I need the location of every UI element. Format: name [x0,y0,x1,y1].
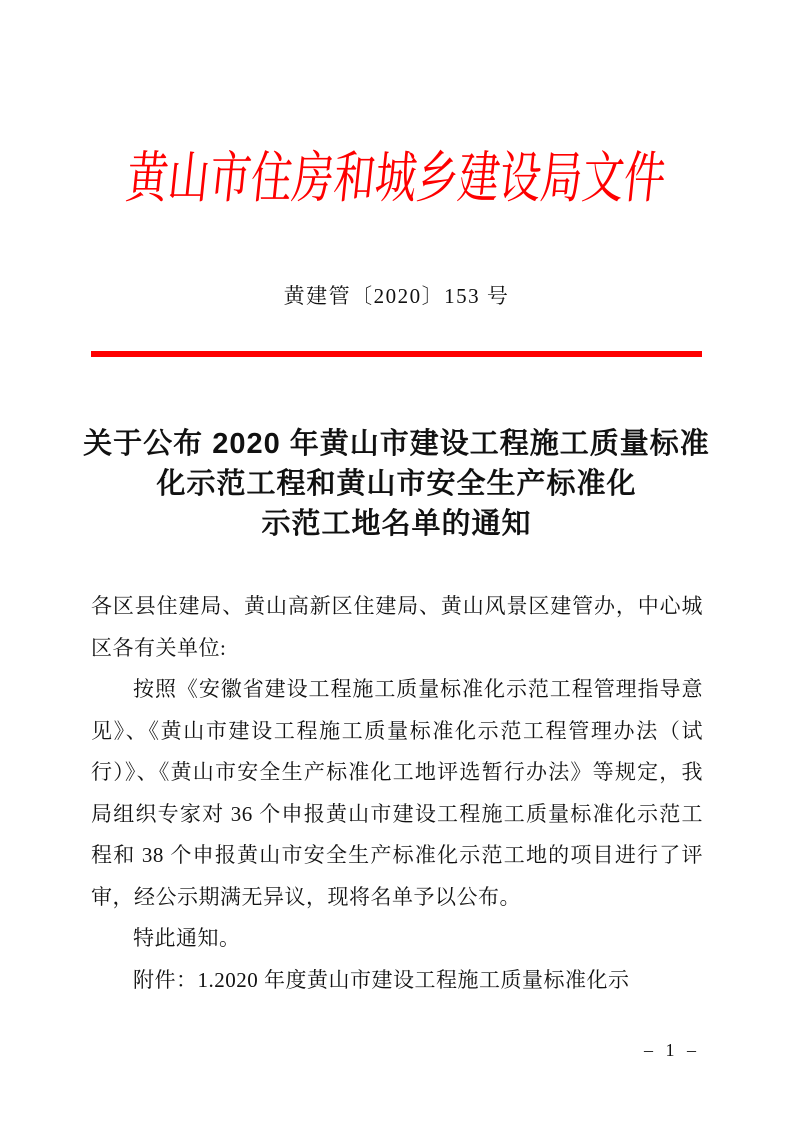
notice-title-line-3: 示范工地名单的通知 [261,508,532,540]
recipients-line: 各区县住建局、黄山高新区住建局、黄山风景区建管办，中心城区各有关单位: [91,594,703,660]
notice-title [60,424,733,544]
page-number: – 1 – [644,1040,700,1060]
hereby-notice-line: 特此通知。 [133,926,241,950]
notice-title-line-2: 化示范工程和黄山市安全生产标准化 [156,468,637,500]
document-number: 黄建管〔2020〕153 号 [283,284,510,308]
main-paragraph: 按照《安徽省建设工程施工质量标准化示范工程管理指导意见》、《黄山市建设工程施工质量标准化示范工程管理办法（试行）》、《黄山市安全生产标准化工地评选暂行办法》等规定，我局组织专家对 36 个申报黄山市建设工程施工质量标准化示范工程和 38 个申报黄山市安全生产标准化示范工地的项目进行了评审，经公示期满无异议，现将名单予以公布。 [91,677,703,909]
red-separator-line [91,351,702,357]
notice-body [91,586,703,1001]
letterhead-agency-title: 黄山市住房和城乡建设局文件 [123,148,669,210]
notice-title-line-1: 关于公布 2020 年黄山市建设工程施工质量标准 [83,428,710,460]
attachment-line: 附件：1.2020 年度黄山市建设工程施工质量标准化示 [133,967,630,992]
